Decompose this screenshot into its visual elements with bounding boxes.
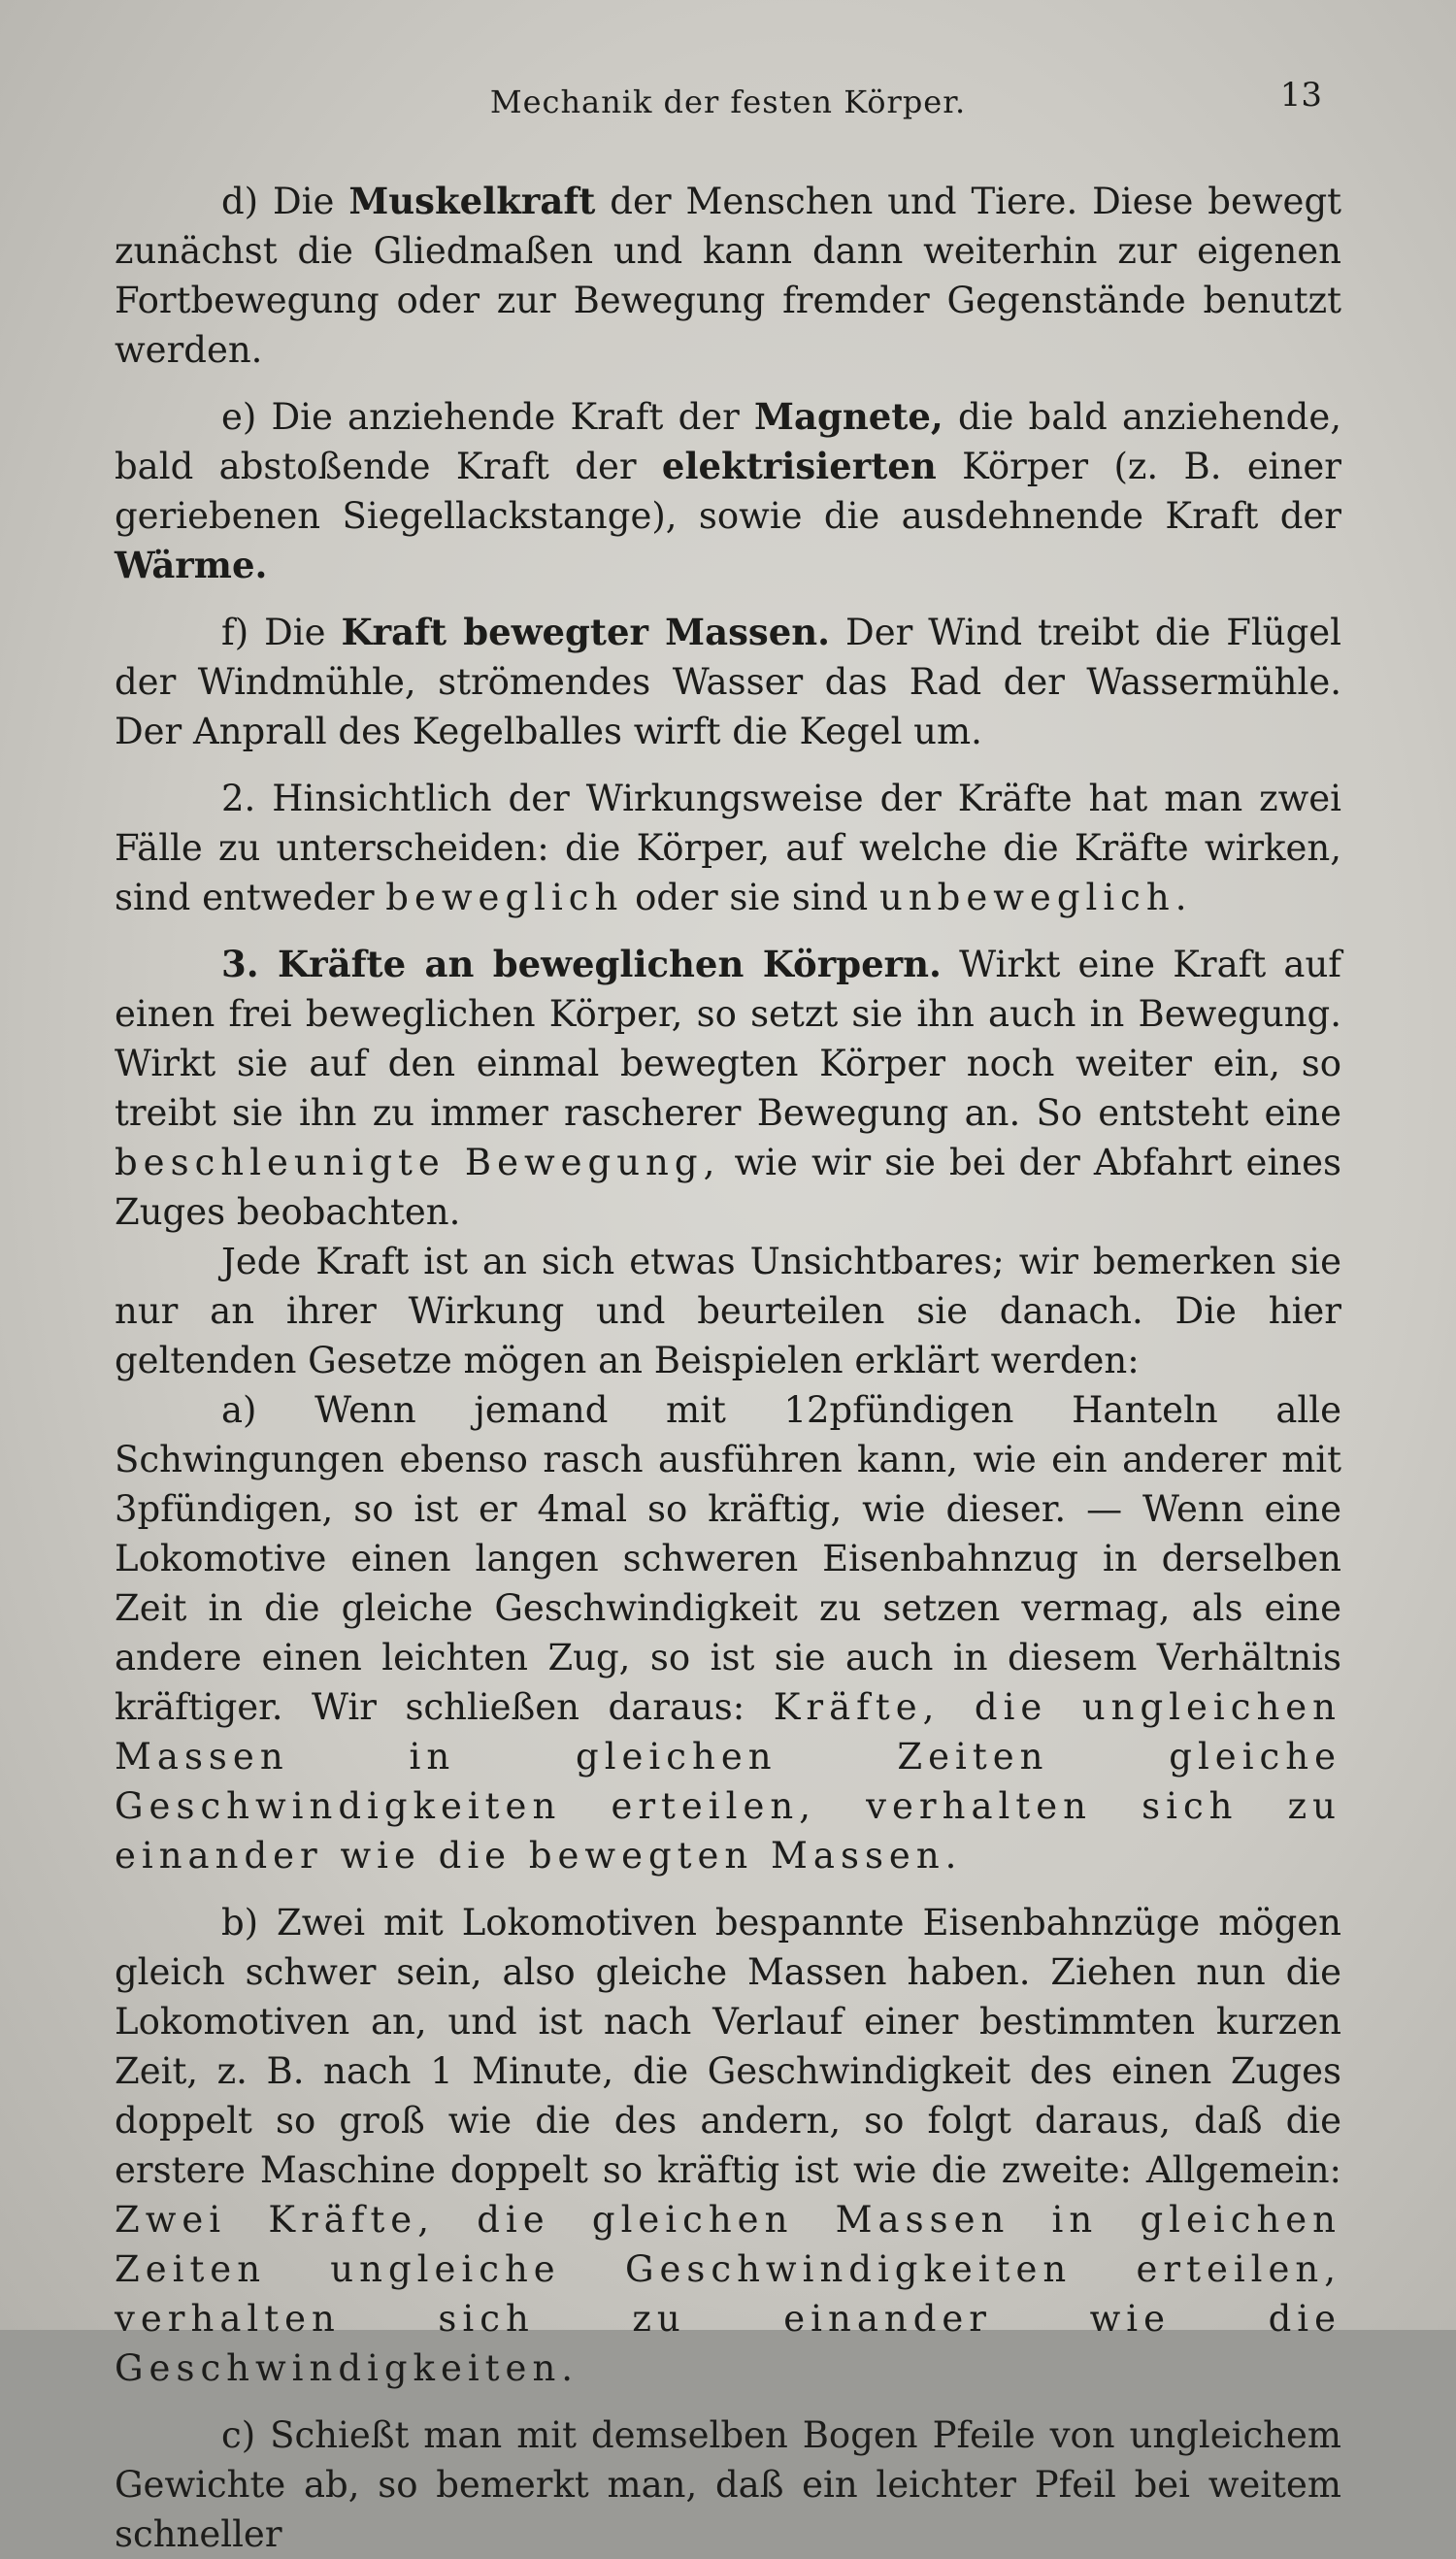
- term-magnete: Magnete,: [754, 395, 943, 438]
- paragraph-f-prefix: f) Die: [221, 612, 342, 653]
- paragraph-f: [115, 608, 1341, 756]
- paragraph-a-text: a) Wenn jemand mit 12pfündigen Hanteln alle Schwingungen ebenso rasch ausführen kann, wie ein anderer mit 3pfündigen, so ist er 4mal so kräftig, wie dieser. — Wenn eine Lokomotive einen langen schweren Eisenbahnzug in derselben Zeit in die gleiche Geschwindigkeit zu setzen vermag, als eine andere einen leichten Zug, so ist sie auch in diesem Verhältnis kräftiger. Wir schließen daraus:: [115, 1389, 1341, 1728]
- paragraph-3-text-2: wie wir sie bei der Abfahrt eines Zuges beobachten.: [115, 1142, 1342, 1233]
- paragraph-b: [115, 1898, 1341, 2393]
- paragraph-d-prefix: d) Die: [221, 181, 349, 222]
- page-number: 13: [1279, 76, 1322, 115]
- term-elektrisierten: elektrisierten: [661, 445, 937, 487]
- term-unbeweglich: unbeweglich.: [879, 877, 1193, 918]
- paragraph-c: [115, 2410, 1341, 2559]
- paragraph-e-mid: die bald anziehende, bald abstoßende Kraft der: [115, 396, 1341, 487]
- paragraph-f-text: Der Wind treibt die Flügel der Windmühle, strömendes Wasser das Rad der Wassermühle. Der Anprall des Kegelballes wirft die Kegel um.: [115, 612, 1341, 752]
- term-kraft-bewegter-massen: Kraft bewegter Massen.: [341, 611, 831, 653]
- paragraph-3-text-1: Wirkt eine Kraft auf einen frei beweglichen Körper, so setzt sie ihn auch in Bewegung. Wirkt sie auf den einmal bewegten Körper noch weiter ein, so treibt sie ihn zu immer rascherer Bewegung an. So entsteht eine: [115, 944, 1341, 1134]
- paragraph-e-prefix: e) Die anziehende Kraft der: [221, 396, 755, 438]
- paragraph-e-mid2: Körper (z. B. einer geriebenen Siegellackstange), sowie die ausdehnende Kraft der: [115, 446, 1341, 537]
- law-a-statement: Kräfte, die ungleichen Massen in gleichen Zeiten gleiche Geschwindigkeiten erteilen, verhalten sich zu einander wie die bewegten Massen.: [115, 1686, 1342, 1877]
- law-b-statement: Zwei Kräfte, die gleichen Massen in gleichen Zeiten ungleiche Geschwindigkeiten erteilen, verhalten sich zu einander wie die Geschwindigkeiten.: [115, 2199, 1341, 2389]
- running-title: Mechanik der festen Körper.: [489, 83, 967, 120]
- paragraph-d-text: der Menschen und Tiere. Diese bewegt zunächst die Gliedmaßen und kann dann weiterhin zur eigenen Fortbewegung oder zur Bewegung fremder Gegenstände benutzt werden.: [115, 181, 1341, 371]
- term-beweglich: beweglich: [385, 877, 624, 918]
- paragraph-c-text: c) Schießt man mit demselben Bogen Pfeile von ungleichem Gewichte ab, so bemerkt man, daß ein leichter Pfeil bei weitem schneller: [115, 2414, 1341, 2555]
- paragraph-4-text: Jede Kraft ist an sich etwas Unsichtbares; wir bemerken sie nur an ihrer Wirkung und beurteilen sie danach. Die hier geltenden Gesetze mögen an Beispielen erklärt werden:: [115, 1241, 1341, 1381]
- paragraph-3: [115, 940, 1341, 1237]
- paragraph-4: [115, 1237, 1341, 1385]
- page-header: [115, 76, 1341, 134]
- paragraph-2-text: 2. Hinsichtlich der Wirkungsweise der Kräfte hat man zwei Fälle zu unterscheiden: die Körper, auf welche die Kräfte wirken, sind entweder: [115, 778, 1341, 918]
- paragraph-e: [115, 392, 1341, 590]
- section-heading-3: 3. Kräfte an beweglichen Körpern.: [221, 943, 942, 985]
- term-waerme: Wärme.: [115, 544, 268, 586]
- paragraph-b-text: b) Zwei mit Lokomotiven bespannte Eisenbahnzüge mögen gleich schwer sein, also gleiche Massen haben. Ziehen nun die Lokomotiven an, und ist nach Verlauf einer bestimmten kurzen Zeit, z. B. nach 1 Minute, die Geschwindigkeit des einen Zuges doppelt so groß wie die des andern, so folgt daraus, daß die erstere Maschine doppelt so kräftig ist wie die zweite: Allgemein:: [115, 1902, 1341, 2191]
- paragraph-2: [115, 774, 1341, 922]
- term-beschleunigte-bewegung: beschleunigte Bewegung,: [115, 1142, 721, 1183]
- paragraph-2-mid: oder sie sind: [623, 877, 880, 918]
- paragraph-a: [115, 1385, 1341, 1880]
- term-muskelkraft: Muskelkraft: [348, 180, 596, 222]
- paragraph-d: [115, 177, 1341, 375]
